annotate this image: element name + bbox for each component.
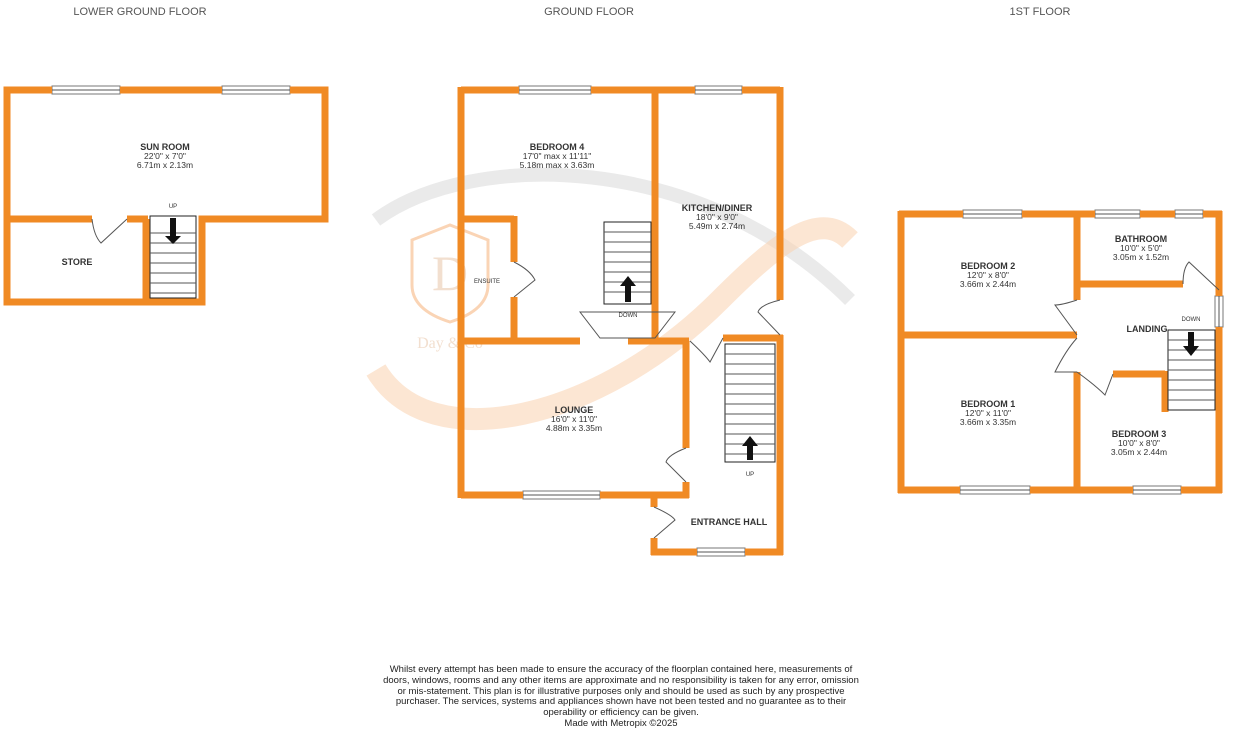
disclaimer xyxy=(380,665,862,730)
first-floor-plan xyxy=(898,210,1223,494)
lounge-imperial: 16'0" x 11'0" xyxy=(551,414,597,424)
bathroom-door-swing xyxy=(1183,262,1219,290)
bedroom-2-name: BEDROOM 2 xyxy=(960,261,1016,271)
kitchen-diner-metric: 5.49m x 2.74m xyxy=(688,221,746,231)
ground-floor-plan xyxy=(461,86,783,556)
stair-down-label: DOWN xyxy=(618,313,638,319)
lounge-metric: 4.88m x 3.35m xyxy=(545,423,603,433)
watermark-brand: Day & Co xyxy=(417,335,483,352)
bedroom-1-door-swing xyxy=(1055,338,1077,372)
first-floor-title: 1ST FLOOR xyxy=(1009,6,1071,18)
entrance-hall-name: ENTRANCE HALL xyxy=(690,517,768,527)
stair-down-label: DOWN xyxy=(1181,317,1201,323)
bedroom-2-imperial: 12'0" x 8'0" xyxy=(967,270,1009,280)
lower-ground-floor-plan xyxy=(7,86,325,302)
kitchen-door-swing xyxy=(758,300,780,335)
disclaimer-credit: Made with Metropix ©2025 xyxy=(564,717,678,729)
bedroom-2-metric: 3.66m x 2.44m xyxy=(959,279,1017,289)
front-door-swing xyxy=(654,507,675,538)
sun-room-imperial: 22'0" x 7'0" xyxy=(144,151,186,161)
kitchen-diner-imperial: 18'0" x 9'0" xyxy=(696,212,738,222)
stair-first-down xyxy=(1168,330,1215,410)
ensuite-door-swing xyxy=(514,262,535,297)
disclaimer-text: Whilst every attempt has been made to ensure the accuracy of the floorplan contained here, measurements of doors, windows, rooms and any other items are approximate and no responsibility is taken for any error, omission or mis-statement. This plan is for illustrative purposes only and should be used as such by any prospective purchaser. The services, systems and appliances shown have not been tested and no guarantee as to their operability or efficiency can be given. xyxy=(383,664,859,719)
bedroom-2-door-swing xyxy=(1055,300,1077,335)
bedroom-4-metric: 5.18m max x 3.63m xyxy=(519,160,595,170)
store-name: STORE xyxy=(61,257,93,267)
bedroom-1-name: BEDROOM 1 xyxy=(960,399,1016,409)
lower-ground-floor-title: LOWER GROUND FLOOR xyxy=(73,6,207,18)
stair-up-label: UP xyxy=(168,204,178,210)
stair-ground-down xyxy=(604,222,651,304)
ground-floor-title: GROUND FLOOR xyxy=(544,6,634,18)
stair-lower-ground xyxy=(150,216,196,298)
bedroom-3-imperial: 10'0" x 8'0" xyxy=(1118,438,1160,448)
bedroom-1-imperial: 12'0" x 11'0" xyxy=(965,408,1011,418)
bathroom-metric: 3.05m x 1.52m xyxy=(1112,252,1170,262)
stair-up-label: UP xyxy=(745,472,755,478)
store-door-swing xyxy=(92,219,127,243)
landing-name: LANDING xyxy=(1126,324,1168,334)
lounge-door-swing xyxy=(666,448,686,482)
watermark-logo-letter: D xyxy=(431,245,469,301)
bedroom-3-name: BEDROOM 3 xyxy=(1111,429,1167,439)
bathroom-imperial: 10'0" x 5'0" xyxy=(1120,243,1162,253)
bedroom-3-metric: 3.05m x 2.44m xyxy=(1110,447,1168,457)
hall-door-swing xyxy=(690,338,723,362)
lounge-name: LOUNGE xyxy=(554,405,594,415)
bedroom-4-name: BEDROOM 4 xyxy=(529,142,585,152)
sun-room-metric: 6.71m x 2.13m xyxy=(136,160,194,170)
bedroom-3-door-swing xyxy=(1077,372,1113,395)
sun-room-name: SUN ROOM xyxy=(140,142,190,152)
kitchen-diner-name: KITCHEN/DINER xyxy=(681,203,753,213)
ensuite-name: ENSUITE xyxy=(473,279,501,285)
stair-ground-up xyxy=(725,344,775,462)
bedroom-4-imperial: 17'0" max x 11'11" xyxy=(522,151,592,161)
bedroom-1-metric: 3.66m x 3.35m xyxy=(959,417,1017,427)
bathroom-name: BATHROOM xyxy=(1114,234,1168,244)
